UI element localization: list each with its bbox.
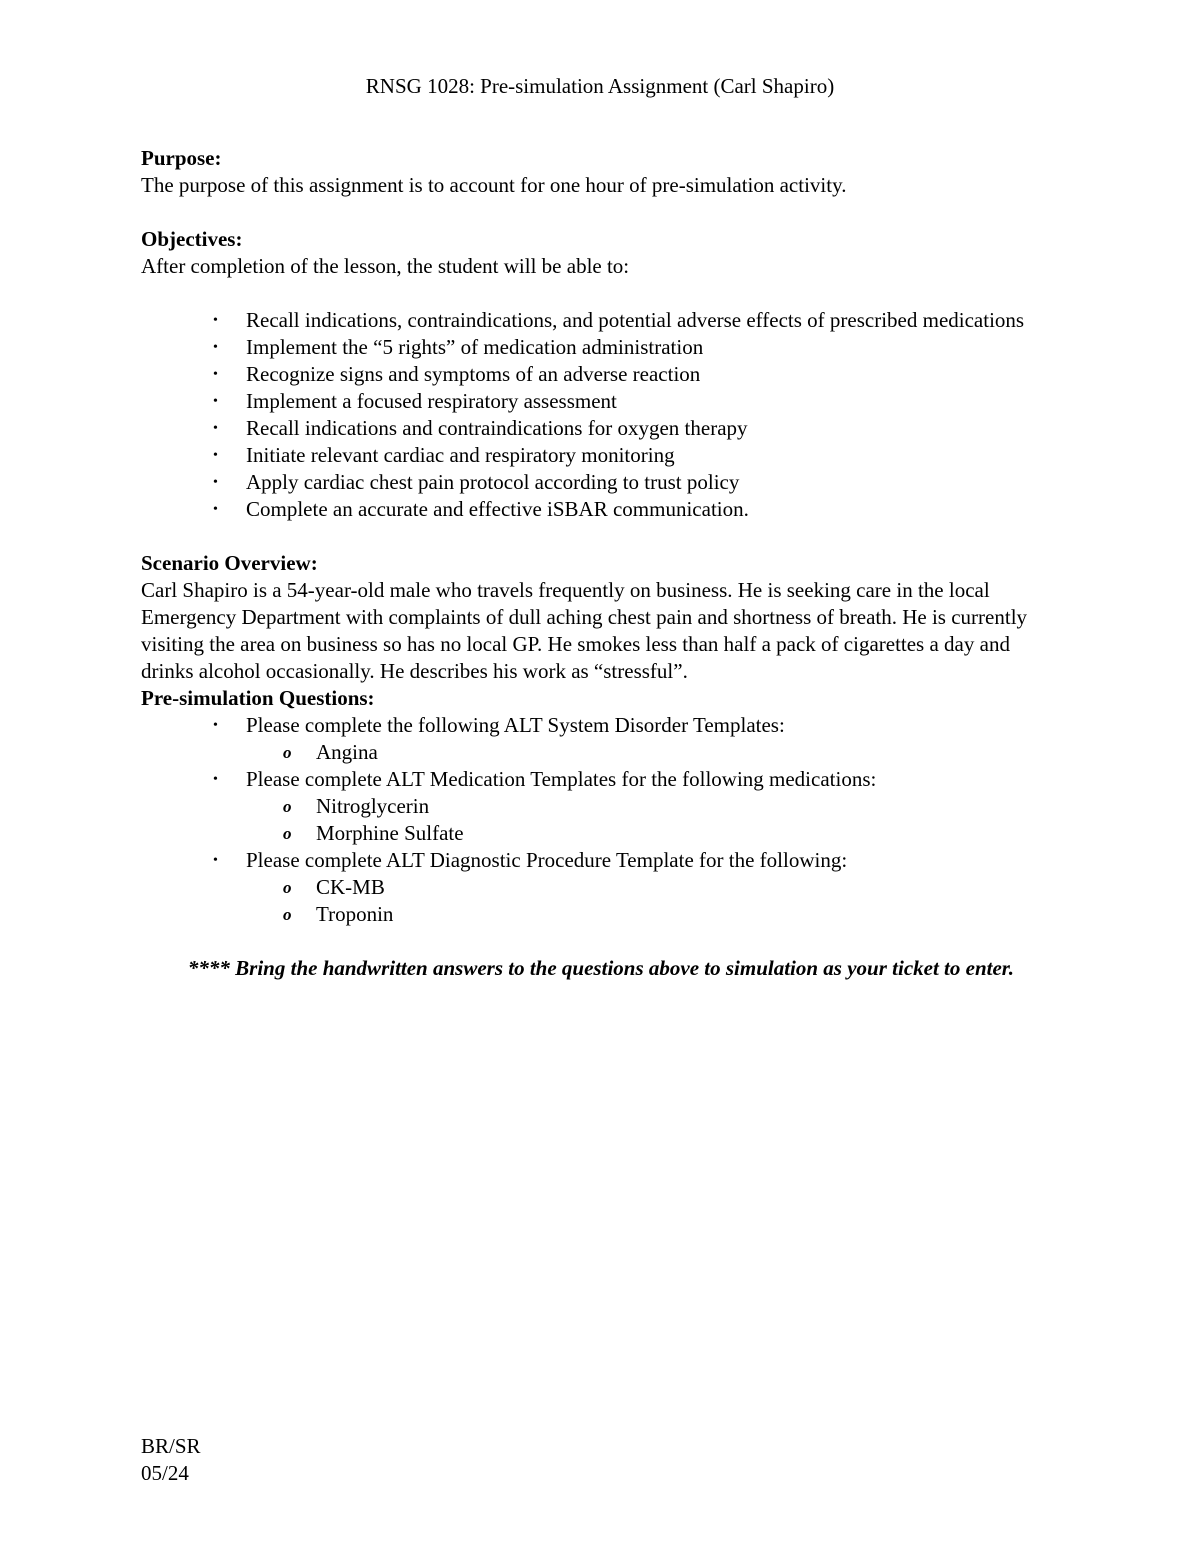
footer — [141, 1433, 201, 1487]
sub-item — [141, 820, 1061, 847]
question-sublist — [246, 874, 1061, 928]
sub-item-text: Troponin — [316, 902, 394, 926]
objective-text: Apply cardiac chest pain protocol according to trust policy — [246, 470, 740, 494]
sub-item-text: CK-MB — [316, 875, 385, 899]
sub-item — [141, 901, 1061, 928]
sub-item — [141, 793, 1061, 820]
question-sublist — [246, 739, 1061, 766]
bullet-icon: • — [213, 421, 218, 436]
objective-text: Initiate relevant cardiac and respiratory monitoring — [246, 443, 675, 467]
footer-initials: BR/SR — [141, 1434, 201, 1458]
bullet-icon: • — [213, 448, 218, 463]
sub-bullet-icon: o — [283, 905, 292, 924]
objective-item — [141, 361, 1061, 388]
purpose-text: The purpose of this assignment is to account for one hour of pre-simulation activity. — [141, 173, 847, 197]
sub-item — [141, 874, 1061, 901]
bullet-icon: • — [213, 502, 218, 517]
scenario-text: Carl Shapiro is a 54-year-old male who travels frequently on business. He is seeking care in the local Emergency Department with complaints of dull aching chest pain and shortness of breath. He is currently visiting the area on business so has no local GP. He smokes less than half a pack of cigarettes a day and drinks alcohol occasionally. He describes his work as “stressful”. — [141, 578, 1028, 683]
objective-item — [141, 496, 1061, 523]
bullet-icon: • — [213, 853, 218, 868]
objective-text: Recall indications, contraindications, and potential adverse effects of prescribed medications — [246, 308, 1025, 332]
question-text: Please complete the following ALT System Disorder Templates: — [246, 713, 785, 737]
questions-heading: Pre-simulation Questions: — [141, 686, 375, 710]
objective-item — [141, 388, 1061, 415]
bullet-icon: • — [213, 394, 218, 409]
objectives-list — [141, 307, 1061, 523]
question-item — [141, 712, 1061, 766]
objective-item — [141, 415, 1061, 442]
bullet-icon: • — [213, 772, 218, 787]
sub-bullet-icon: o — [283, 824, 292, 843]
bullet-icon: • — [213, 340, 218, 355]
objective-item — [141, 307, 1061, 334]
document-body — [141, 145, 1061, 1003]
sub-item-text: Nitroglycerin — [316, 794, 430, 818]
sub-bullet-icon: o — [283, 878, 292, 897]
objective-text: Implement a focused respiratory assessment — [246, 389, 617, 413]
objective-item — [141, 334, 1061, 361]
footer-date: 05/24 — [141, 1461, 189, 1485]
objective-text: Implement the “5 rights” of medication administration — [246, 335, 704, 359]
objective-item — [141, 442, 1061, 469]
question-text: Please complete ALT Medication Templates for the following medications: — [246, 767, 877, 791]
bullet-icon: • — [213, 718, 218, 733]
sub-bullet-icon: o — [283, 743, 292, 762]
questions-list — [141, 712, 1061, 928]
question-item — [141, 766, 1061, 847]
question-item — [141, 847, 1061, 928]
page-title: RNSG 1028: Pre-simulation Assignment (Carl Shapiro) — [365, 74, 835, 98]
question-sublist — [246, 793, 1061, 847]
sub-bullet-icon: o — [283, 797, 292, 816]
ticket-note: **** Bring the handwritten answers to the questions above to simulation as your ticket to enter. — [187, 956, 1015, 980]
bullet-icon: • — [213, 313, 218, 328]
objective-item — [141, 469, 1061, 496]
scenario-heading: Scenario Overview: — [141, 551, 318, 575]
sub-item-text: Angina — [316, 740, 378, 764]
objective-text: Recall indications and contraindications for oxygen therapy — [246, 416, 748, 440]
objectives-intro: After completion of the lesson, the student will be able to: — [141, 254, 630, 278]
bullet-icon: • — [213, 367, 218, 382]
sub-item-text: Morphine Sulfate — [316, 821, 464, 845]
objective-text: Recognize signs and symptoms of an adverse reaction — [246, 362, 701, 386]
objective-text: Complete an accurate and effective iSBAR communication. — [246, 497, 749, 521]
question-text: Please complete ALT Diagnostic Procedure Template for the following: — [246, 848, 848, 872]
bullet-icon: • — [213, 475, 218, 490]
sub-item — [141, 739, 1061, 766]
purpose-heading: Purpose: — [141, 146, 222, 170]
objectives-heading: Objectives: — [141, 227, 243, 251]
